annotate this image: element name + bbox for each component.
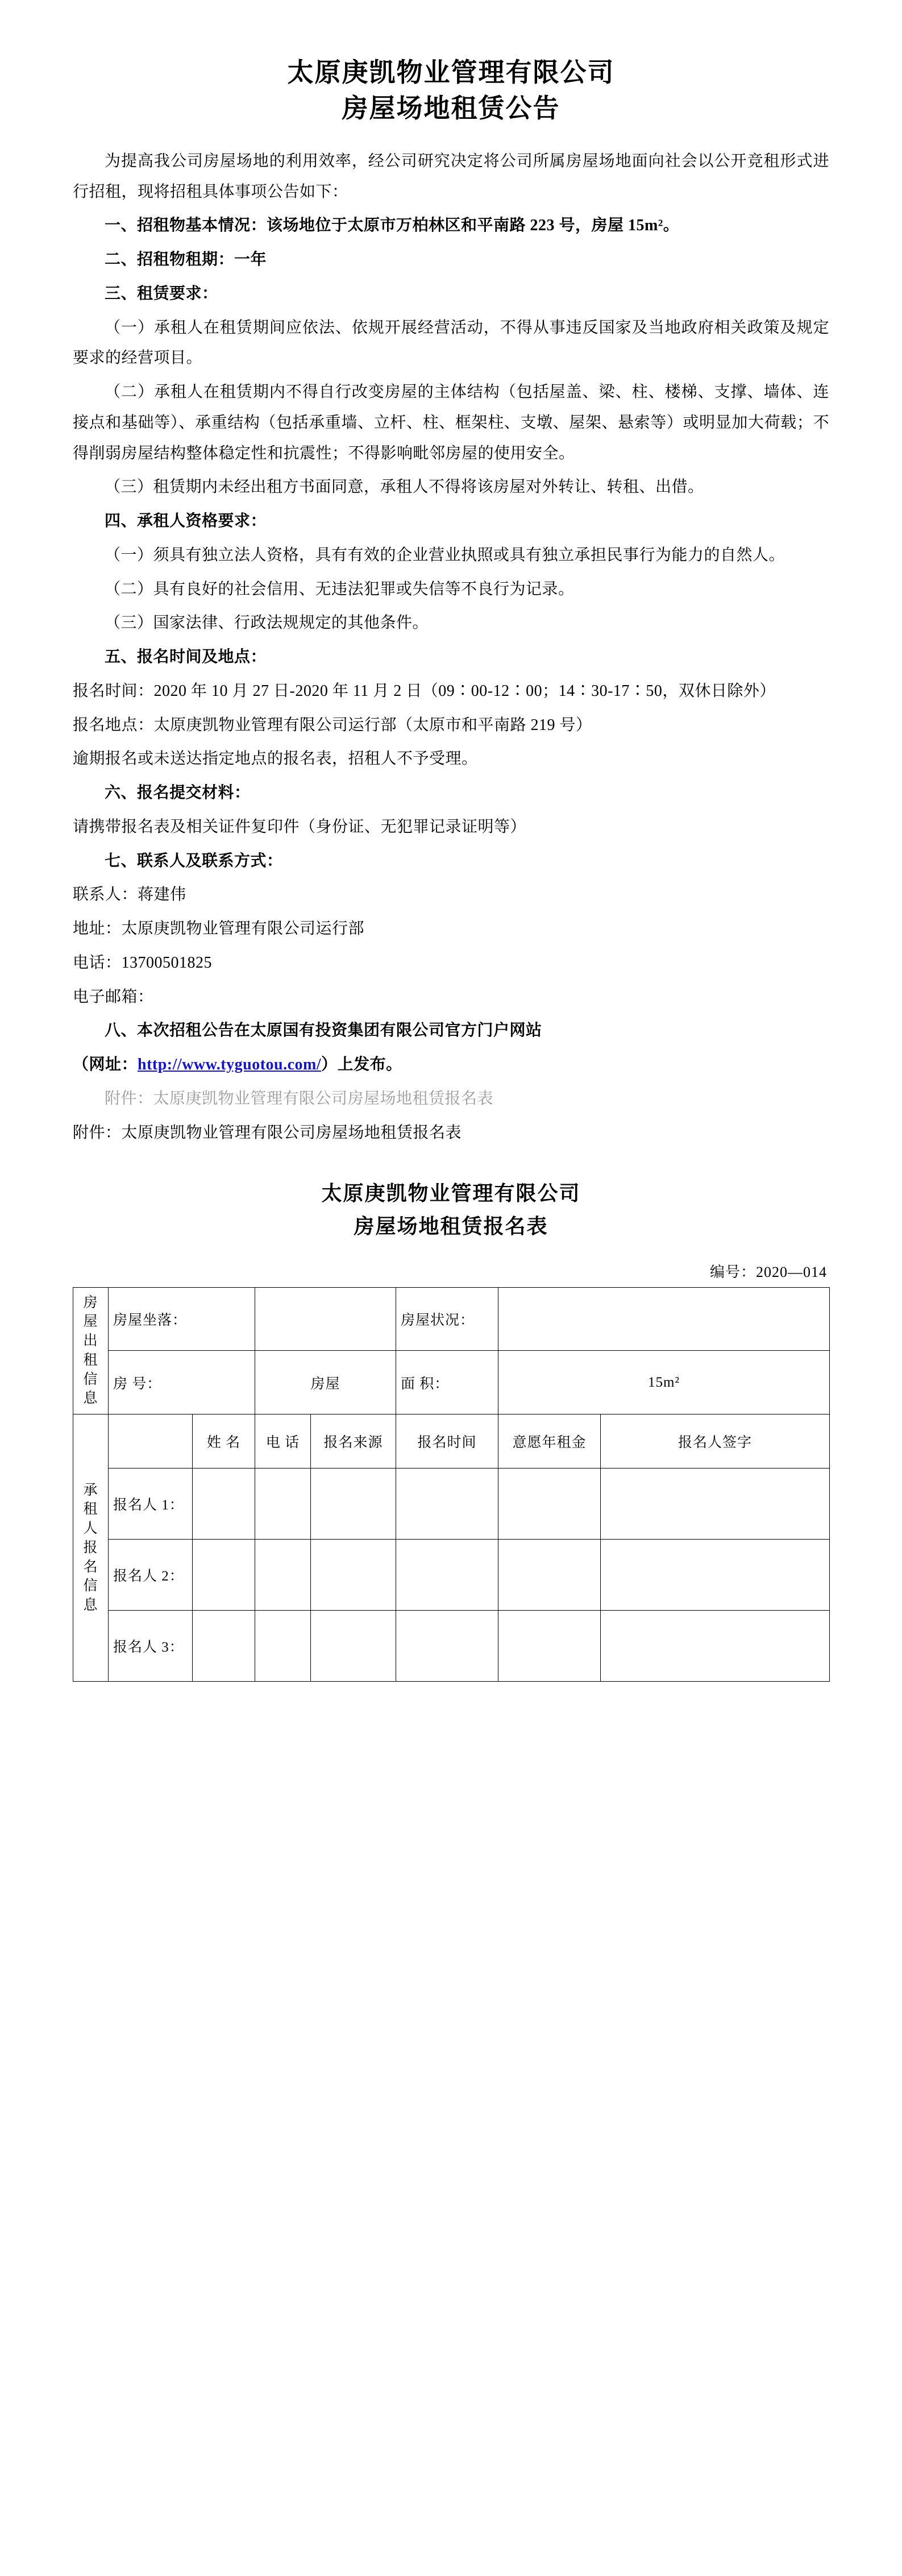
applicant-label-3: 报名人 3： (109, 1611, 193, 1682)
registration-form-table (73, 1287, 830, 1682)
page-title (73, 55, 829, 127)
column-header-rent: 意愿年租金 (498, 1414, 601, 1469)
paragraph-section-1: 一、招租物基本情况：该场地位于太原市万柏林区和平南路 223 号，房屋 15m²。 (105, 217, 680, 235)
applicant-2-phone[interactable] (255, 1540, 311, 1611)
paragraph-4-3: （三）国家法律、行政法规规定的其他条件。 (105, 614, 429, 632)
property-info-label: 房屋出租信息 (73, 1287, 109, 1414)
bottom-spacer (73, 1682, 829, 1704)
paragraph-4-1: （一）须具有独立法人资格，具有有效的企业营业执照或具有独立承担民事行为能力的自然人。 (105, 546, 785, 564)
paragraph-7-contact: 联系人：蒋建伟 (73, 886, 186, 904)
applicant-1-name[interactable] (193, 1469, 255, 1540)
section-8-url-prefix: （网址： (73, 1056, 138, 1074)
section-8-text: 八、本次招租公告在太原国有投资集团有限公司官方门户网站 (105, 1022, 542, 1040)
paragraph-7-email: 电子邮箱： (73, 988, 154, 1006)
applicant-label-1: 报名人 1： (109, 1469, 193, 1540)
paragraph-section-7: 七、联系人及联系方式： (105, 852, 283, 870)
paragraph-section-5: 五、报名时间及地点： (105, 648, 267, 666)
cell-location-value[interactable] (255, 1287, 396, 1351)
paragraph-5-time: 报名时间：2020 年 10 月 27 日-2020 年 11 月 2 日（09∶00-12∶00；14∶30-17∶50，双休日除外） (73, 682, 776, 700)
paragraph-3-1: （一）承租人在租赁期间应依法、依规开展经营活动，不得从事违反国家及当地政府相关政策及规定要求的经营项目。 (73, 318, 829, 367)
paragraph-6-materials: 请携带报名表及相关证件复印件（身份证、无犯罪记录证明等） (73, 818, 527, 836)
paragraph-7-address: 地址：太原庚凯物业管理有限公司运行部 (73, 920, 365, 938)
paragraph-section-8 (73, 1015, 829, 1046)
applicant-1-phone[interactable] (255, 1469, 311, 1540)
cell-area-label: 面 积： (396, 1351, 498, 1414)
applicant-2-signature[interactable] (601, 1540, 830, 1611)
table-header-row (73, 1414, 830, 1469)
form-number: 编号：2020—014 (709, 1263, 827, 1280)
column-header-signature: 报名人签字 (601, 1414, 830, 1469)
document-body (73, 146, 829, 1148)
applicant-3-phone[interactable] (255, 1611, 311, 1682)
cell-area-value[interactable]: 15m² (498, 1351, 830, 1414)
column-header-source: 报名来源 (311, 1414, 396, 1469)
table-row (73, 1287, 830, 1351)
applicant-1-source[interactable] (311, 1469, 396, 1540)
column-header-phone: 电 话 (255, 1414, 311, 1469)
applicant-3-source[interactable] (311, 1611, 396, 1682)
applicant-3-time[interactable] (396, 1611, 498, 1682)
applicant-3-name[interactable] (193, 1611, 255, 1682)
table-row (73, 1469, 830, 1540)
form-title (73, 1177, 829, 1243)
applicant-label-2: 报名人 2： (109, 1540, 193, 1611)
section-8-url-suffix: ）上发布。 (321, 1056, 402, 1074)
table-row (73, 1540, 830, 1611)
attachment-note: 附件：太原庚凯物业管理有限公司房屋场地租赁报名表 (73, 1123, 462, 1142)
applicant-3-signature[interactable] (601, 1611, 830, 1682)
applicant-1-rent[interactable] (498, 1469, 601, 1540)
applicant-2-source[interactable] (311, 1540, 396, 1611)
website-link[interactable]: http://www.tyguotou.com/ (138, 1056, 322, 1074)
header-spacer (109, 1414, 193, 1469)
cell-condition-label: 房屋状况： (396, 1287, 498, 1351)
form-title-line-1: 太原庚凯物业管理有限公司 (321, 1182, 581, 1205)
cell-room-no-value[interactable]: 房屋 (255, 1351, 396, 1414)
cell-room-no-label: 房 号： (109, 1351, 255, 1414)
attachment-note-gray: 附件：太原庚凯物业管理有限公司房屋场地租赁报名表 (105, 1089, 494, 1107)
title-line-1: 太原庚凯物业管理有限公司 (287, 58, 615, 87)
applicant-2-name[interactable] (193, 1540, 255, 1611)
paragraph-3-3: （三）租赁期内未经出租方书面同意，承租人不得将该房屋对外转让、转租、出借。 (105, 478, 704, 496)
applicant-info-label: 承租人报名信息 (73, 1414, 109, 1682)
paragraph-section-6: 六、报名提交材料： (105, 784, 251, 802)
table-row (73, 1351, 830, 1414)
applicant-1-signature[interactable] (601, 1469, 830, 1540)
column-header-time: 报名时间 (396, 1414, 498, 1469)
column-header-name: 姓 名 (193, 1414, 255, 1469)
paragraph-5-place: 报名地点：太原庚凯物业管理有限公司运行部（太原市和平南路 219 号） (73, 716, 592, 734)
paragraph-section-8-url (73, 1050, 829, 1080)
title-line-2: 房屋场地租赁公告 (342, 94, 560, 123)
paragraph-7-phone: 电话：13700501825 (73, 953, 213, 972)
paragraph-intro: 为提高我公司房屋场地的利用效率，经公司研究决定将公司所属房屋场地面向社会以公开竞租形式进行招租，现将招租具体事项公告如下： (73, 152, 829, 201)
table-row (73, 1611, 830, 1682)
paragraph-4-2: （二）具有良好的社会信用、无违法犯罪或失信等不良行为记录。 (105, 580, 575, 598)
paragraph-section-3: 三、租赁要求： (105, 284, 218, 302)
paragraph-section-2: 二、招租物租期：一年 (105, 251, 267, 269)
applicant-2-time[interactable] (396, 1540, 498, 1611)
applicant-1-time[interactable] (396, 1469, 498, 1540)
paragraph-5-note: 逾期报名或未送达指定地点的报名表，招租人不予受理。 (73, 750, 478, 768)
cell-location-label: 房屋坐落： (109, 1287, 255, 1351)
applicant-3-rent[interactable] (498, 1611, 601, 1682)
paragraph-section-4: 四、承租人资格要求： (105, 512, 267, 530)
paragraph-3-2: （二）承租人在租赁期内不得自行改变房屋的主体结构（包括屋盖、梁、柱、楼梯、支撑、墙体、连接点和基础等）、承重结构（包括承重墙、立杆、柱、框架柱、支墩、屋架、悬索等）或明显加大荷载；不得削弱房屋结构整体稳定性和抗震性；不得影响毗邻房屋的使用安全。 (73, 383, 829, 462)
applicant-2-rent[interactable] (498, 1540, 601, 1611)
form-title-line-2: 房屋场地租赁报名表 (354, 1215, 548, 1238)
cell-condition-value[interactable] (498, 1287, 830, 1351)
